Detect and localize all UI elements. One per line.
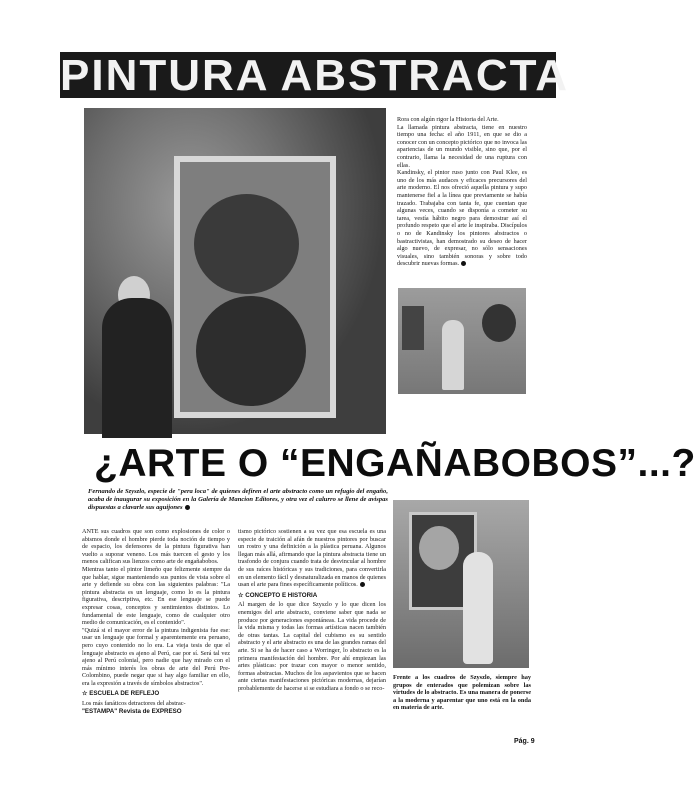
intro-paragraph: Kandinsky, el pintor ruso junto con Paul Klee, es uno de los más audaces y eficaces precursores del arte moderno. El nos ofreció aquella pintura y supo mantenerse fiel a la línea que previamente se había trazado. Trabajaba con tanta fe, que cuentan que algunas veces, cuando se disponía a cometer su tarea, vestía hábito negro para demostrar así el profundo respeto que el arte le inspiraba. Discípulos o no de Kandinsky los pintores abstractos o bastractivistas, han demostrado su deseo de hacer algo nuevo, de expresar, no sólo sensaciones visuales, sino también sonoras y sobre todo descubrir nuevas formas.	[397, 169, 527, 268]
section-subhead: ☆ ESCUELA DE REFLEJO	[82, 690, 160, 698]
end-bullet-icon	[185, 505, 190, 510]
photo-caption: Frente a los cuadros de Szyszlo, siempre hay grupos de enterados que polemizan sobre las virtudes de lo abstracto. Es una manera de ponerse a la moderna y aparentar que uno está en la onda en materia de arte.	[393, 674, 531, 712]
article-column-b	[238, 528, 386, 692]
publication-credit: "ESTAMPA" Revista de EXPRESO	[82, 707, 182, 715]
article-paragraph: Al margen de lo que dice Szyszlo y lo que dicen los enemigos del arte abstracto, conviene saber que nada se produce por generaciones espontáneas. La vida procede de la vida misma y todas las formas artísticas nacen también de otras tantas. La capital del cubismo es su sentido abstracto y el arte abstracto es una de las grandes ramas del arte. Si se ha de hacer caso a Worringer, lo abstracto es la primera manifestación del hombre. Por ahí empiezan las artes plásticas: por trazar con mayor o menor sentido, formas abstractas. Muchos de los aspavientos que se hacen ante ciertas manifestaciones pictóricas modernas, dejarían probablemente de hacerse si se estudiara a fondo o se reco-	[238, 601, 386, 692]
masthead-title: PINTURA ABSTRACTA	[60, 51, 569, 100]
woman-visitor	[442, 320, 464, 390]
photo-woman-at-gallery	[398, 288, 526, 394]
article-paragraph: Los más fanáticos detractores del abstrac-	[82, 700, 186, 708]
section-subhead: ☆ CONCEPTO E HISTORIA	[238, 591, 318, 599]
article-column-a	[82, 528, 230, 715]
photo-visitors-at-gallery	[393, 500, 529, 668]
intro-paragraph: Rora con algún rigor la Historia del Arte.	[397, 116, 499, 123]
round-painting	[482, 304, 516, 342]
headline: ¿ARTE O “ENGAÑABOBOS”...?	[94, 442, 696, 485]
woman-visitor	[463, 552, 493, 664]
page-number: Pág. 9	[514, 738, 535, 745]
painting-dark-shape-top	[194, 194, 299, 294]
masthead-banner	[60, 51, 569, 100]
painting-frame	[402, 306, 424, 350]
artist-figure	[102, 298, 172, 438]
main-photo-artist-with-painting	[84, 108, 386, 434]
deck-subtitle: Fernando de Szyszlo, especie de "pera loca" de quienes defiren el arte abstracto como un refugio del engaño, acaba de inaugurar su exposición en la Galería de Mancion Editores, y otra vez el calurro se llene de avispas dispuestas a clavarle sus aguijones	[88, 488, 388, 511]
article-paragraph: tismo pictórico sostienen a su vez que esa escuela es una especie de traición al afán de nuestros pintores por buscar un rostro y una definición a la plástica peruana. Algunos llegan más allá, afirmando que la pintura abstracta tiene un trasfondo de conjura cuando trata de desvincular al hombre de sus raíces históricas y sus tradiciones, para convertirla en un elemento fácil y desnaturalizada en manos de quienes usan el arte para fines específicamente políticos.	[238, 528, 386, 589]
end-bullet-icon	[461, 261, 466, 266]
intro-paragraph: La llamada pintura abstracta, tiene en nuestro tiempo una fecha: el año 1911, en que se dio a conocer con un concepto pictórico que no invoca las apariencias de un mundo visible, sino que, por el contrario, llama la necesidad de una ruptura con ellas.	[397, 123, 527, 169]
painting-dark-shape-bottom	[196, 296, 306, 406]
article-paragraph: ANTE sus cuadros que son como explosiones de color o abismos donde el hombre pierde toda noción de tiempo y de espacio, los defensores de la pintura figurativa han vuelto a suporar veneno. Los más tuercen el gesto y los menos califican sus lienzos como arte de engañabobos.	[82, 528, 230, 566]
article-paragraph: "Quizá si el mayor error de la pintura indigenista fue ese: usar un lenguaje que formal y aparentemente era peruano, pero cuyo contenido no lo era. La vieja tesis de que el lenguaje abstracto es ajeno al Perú, cae por sí. Será tal vez ajeno al Perú colonial, pero nadie que hay mirado con el más mínimo interés los obras de arte del Perú Pre-Colombino, puede negar que si hay algo familiar en ello, era la expresión a través de símbolos abstractos".	[82, 626, 230, 687]
end-bullet-icon	[360, 582, 365, 587]
round-painting	[419, 526, 459, 570]
article-paragraph: Mientras tanto el pintor limeño que felizmente siempre da que hablar, sigue manteniendo sus puntos de vista sobre el arte y defiende su obra con las siguientes palabras: "La pintura abstracta es un lenguaje, como lo es la pintura figurativa, descriptiva, etc. En ese lenguaje se puede expresar cosas, conceptos y sentimientos distintos. Lo fundamental de este lenguaje, como de cualquier otro medio de comunicación, es el contenido".	[82, 565, 230, 627]
intro-column	[397, 116, 527, 268]
